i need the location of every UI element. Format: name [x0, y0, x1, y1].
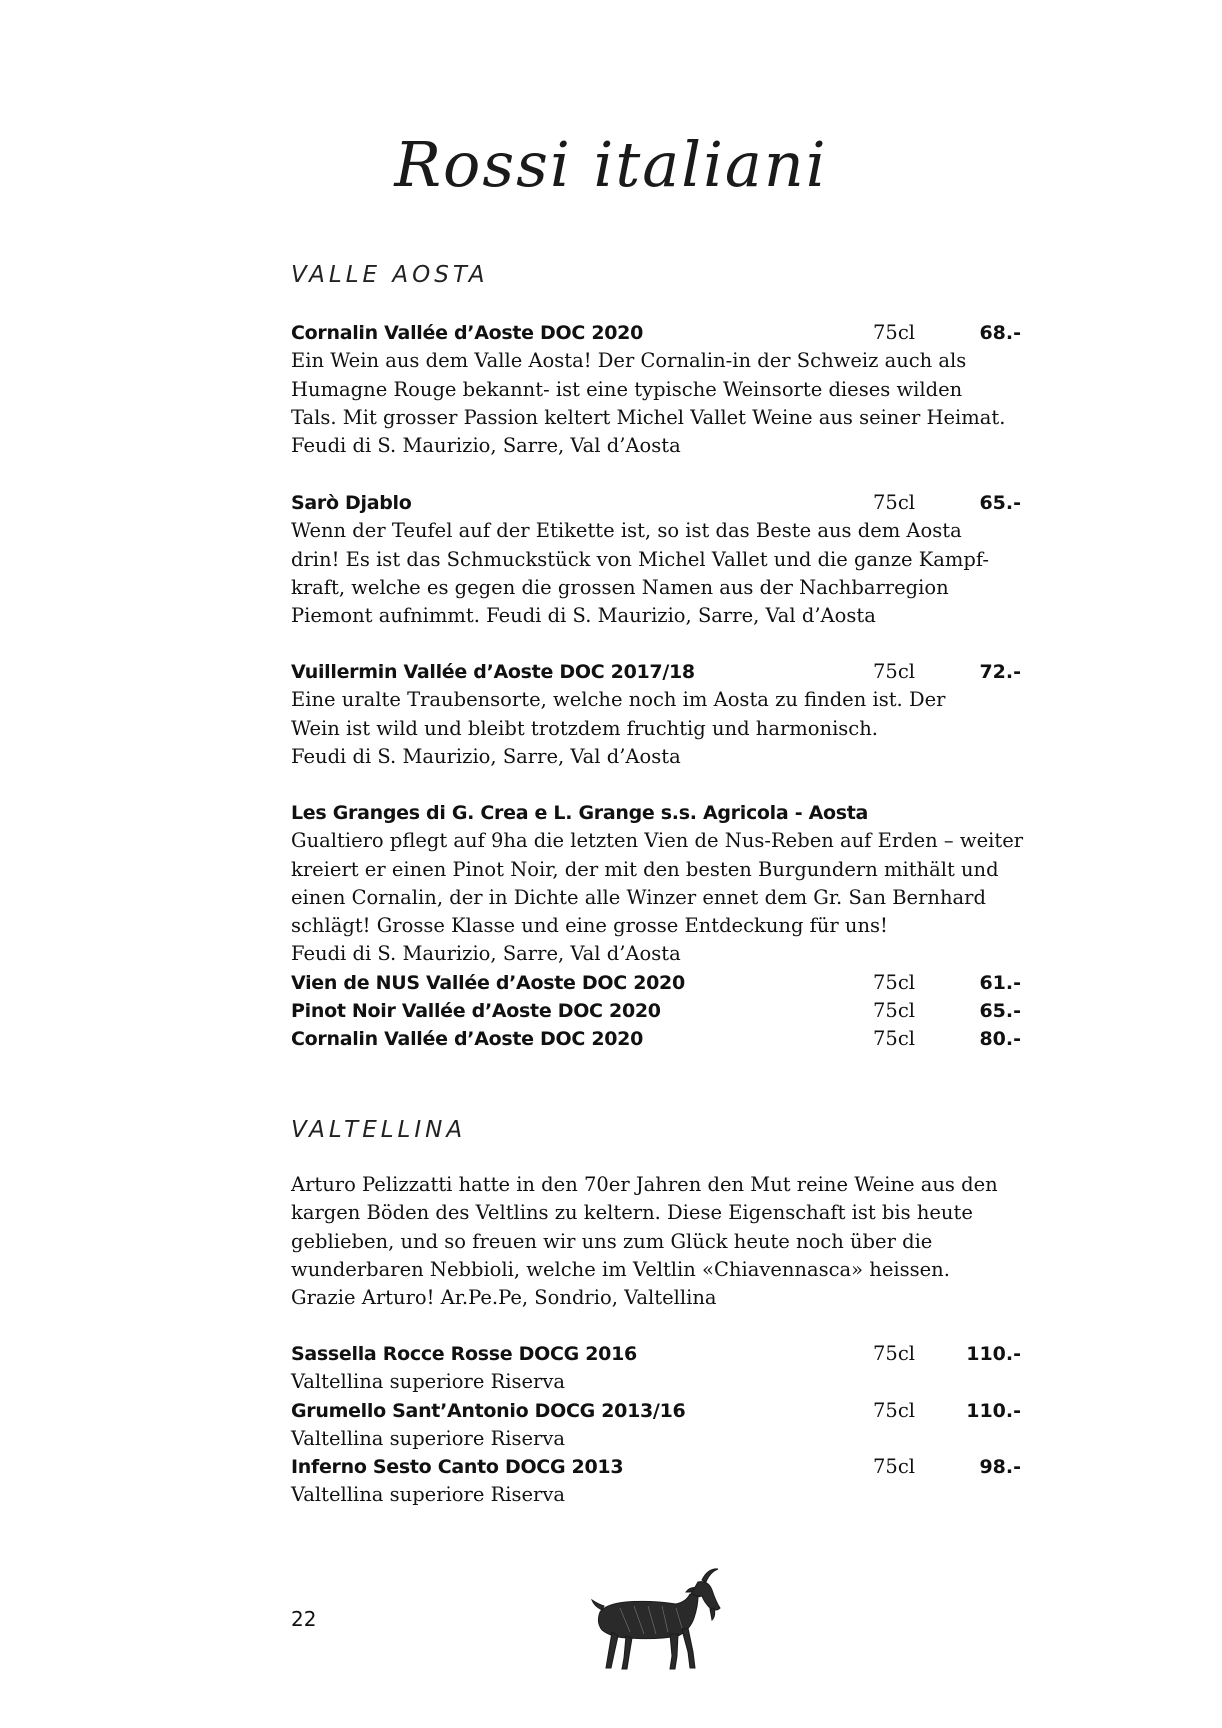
- wine-description-line: Wenn der Teufel auf der Etikette ist, so ist das Beste aus dem Aosta: [291, 519, 962, 543]
- wine-entry: [291, 319, 1031, 460]
- wine-list: [291, 1340, 1031, 1510]
- wine-description-line: Piemont aufnimmt. Feudi di S. Maurizio, Sarre, Val d’Aosta: [291, 604, 876, 628]
- wine-description-line: Eine uralte Traubensorte, welche noch im Aosta zu finden ist. Der: [291, 688, 946, 712]
- wine-description-line: Ein Wein aus dem Valle Aosta! Der Cornalin-in der Schweiz auch als: [291, 349, 967, 373]
- section-intro: [291, 1171, 1031, 1312]
- wine-subtitle: Valtellina superiore Riserva: [291, 1370, 565, 1394]
- wine-price: 110.-: [966, 1343, 1021, 1365]
- intro-line: Arturo Pelizzatti hatte in den 70er Jahren den Mut reine Weine aus den: [291, 1173, 998, 1196]
- wine-price: 110.-: [966, 1399, 1021, 1422]
- wine-name: Cornalin Vallée d’Aoste DOC 2020: [291, 322, 644, 344]
- wine-volume: 75cl: [873, 660, 915, 683]
- section-heading-aosta: VALLE AOSTA: [291, 262, 489, 288]
- wine-volume: 75cl: [873, 321, 915, 344]
- wine-description-line: kraft, welche es gegen die grossen Namen aus der Nachbarregion: [291, 575, 949, 599]
- wine-volume: 75cl: [873, 1398, 915, 1422]
- wine-entry: [291, 489, 1031, 630]
- section-heading-valtellina: VALTELLINA: [291, 1117, 467, 1143]
- wine-name: Vien de NUS Vallée d’Aoste DOC 2020: [291, 971, 685, 994]
- wine-description-line: Wein ist wild und bleibt trotzdem fruchtig und harmonisch.: [291, 716, 878, 740]
- wine-name: Cornalin Vallée d’Aoste DOC 2020: [291, 1028, 644, 1051]
- wine-price: 72.-: [979, 661, 1021, 683]
- producer-description-line: kreiert er einen Pinot Noir, der mit den besten Burgundern mithält und: [291, 857, 999, 881]
- wine-name: Pinot Noir Vallée d’Aoste DOC 2020: [291, 1000, 661, 1023]
- wine-name: Sarò Djablo: [291, 492, 412, 514]
- wine-price: 80.-: [979, 1028, 1021, 1051]
- wine-volume: 75cl: [873, 1027, 915, 1051]
- wine-description-line: Humagne Rouge bekannt- ist eine typische Weinsorte dieses wilden: [291, 377, 963, 401]
- producer-description-line: Gualtiero pflegt auf 9ha die letzten Vien de Nus-Reben auf Erden – weiter: [291, 829, 1024, 853]
- wine-description-line: Feudi di S. Maurizio, Sarre, Val d’Aosta: [291, 744, 681, 768]
- wine-name: Sassella Rocce Rosse DOCG 2016: [291, 1343, 637, 1365]
- wine-price: 65.-: [979, 1000, 1021, 1023]
- wine-entry: [291, 658, 1031, 771]
- wine-name: Grumello Sant’Antonio DOCG 2013/16: [291, 1399, 686, 1422]
- goat-illustration: [590, 1566, 725, 1672]
- wine-volume: 75cl: [873, 970, 915, 994]
- producer-entry: [291, 799, 1031, 1054]
- wine-price: 61.-: [979, 971, 1021, 994]
- intro-line: wunderbaren Nebbioli, welche im Veltlin «Chiavennasca» heissen.: [291, 1257, 950, 1281]
- producer-description-line: einen Cornalin, der in Dichte alle Winzer ennet dem Gr. San Bernhard: [291, 885, 986, 909]
- wine-price: 65.-: [979, 492, 1021, 514]
- producer-description-line: Feudi di S. Maurizio, Sarre, Val d’Aosta: [291, 942, 681, 966]
- intro-line: geblieben, und so freuen wir uns zum Glück heute noch über die: [291, 1229, 933, 1253]
- intro-line: kargen Böden des Veltlins zu keltern. Diese Eigenschaft ist bis heute: [291, 1201, 973, 1225]
- wine-volume: 75cl: [873, 1455, 915, 1479]
- wine-price: 98.-: [979, 1456, 1021, 1479]
- page-title: Rossi italiani: [394, 128, 828, 201]
- wine-subtitle: Valtellina superiore Riserva: [291, 1483, 565, 1507]
- page-number: 22: [291, 1607, 317, 1631]
- wine-volume: 75cl: [873, 999, 915, 1023]
- producer-description-line: schlägt! Grosse Klasse und eine grosse Entdeckung für uns!: [291, 914, 888, 938]
- intro-line: Grazie Arturo! Ar.Pe.Pe, Sondrio, Valtellina: [291, 1286, 717, 1310]
- wine-name: Inferno Sesto Canto DOCG 2013: [291, 1456, 624, 1479]
- wine-volume: 75cl: [873, 1342, 915, 1365]
- wine-volume: 75cl: [873, 491, 915, 514]
- wine-description-line: Tals. Mit grosser Passion keltert Michel Vallet Weine aus seiner Heimat.: [291, 405, 1006, 429]
- wine-subtitle: Valtellina superiore Riserva: [291, 1426, 565, 1450]
- producer-name: Les Granges di G. Crea e L. Grange s.s. Agricola - Aosta: [291, 802, 869, 824]
- wine-price: 68.-: [979, 322, 1021, 344]
- wine-description-line: Feudi di S. Maurizio, Sarre, Val d’Aosta: [291, 434, 681, 458]
- wine-name: Vuillermin Vallée d’Aoste DOC 2017/18: [291, 661, 695, 683]
- wine-description-line: drin! Es ist das Schmuckstück von Michel Vallet und die ganze Kampf-: [291, 547, 989, 571]
